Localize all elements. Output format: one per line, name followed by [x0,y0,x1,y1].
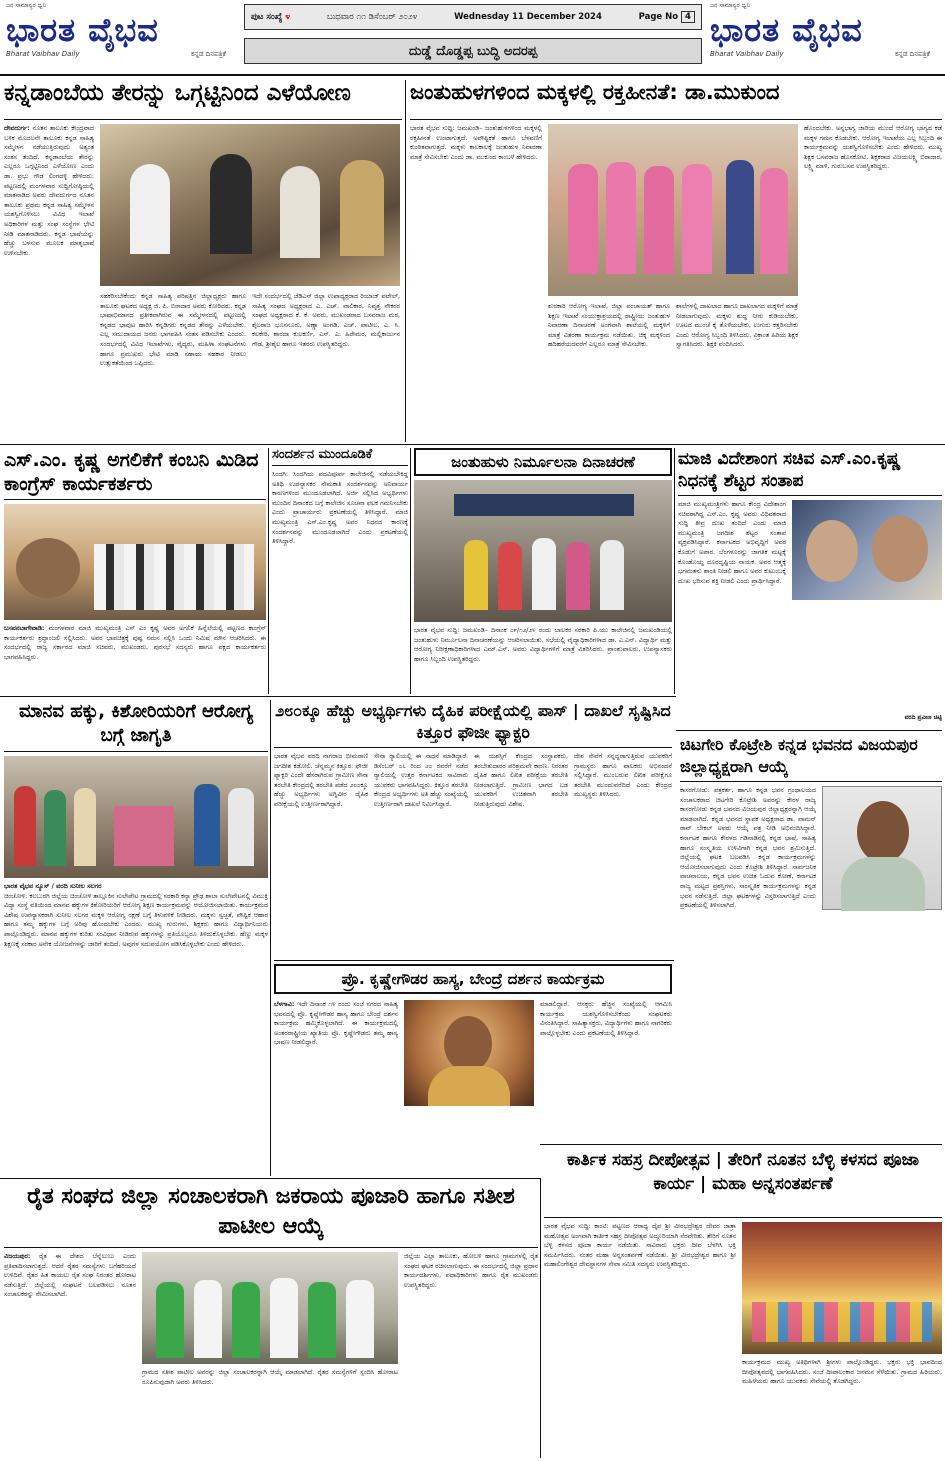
photo-farmers-group [142,1252,398,1364]
body-col2: ಮಾಡಲಿದ್ದಾರೆ. ಆಸಕ್ತರು ಹೆಚ್ಚಿನ ಸಂಖ್ಯೆಯಲ್ಲಿ ಆಗಮಿಸಿ ಕಾರ್ಯಕ್ರಮ ಯಶಸ್ವಿಗೊಳಿಸಬೇಕೆಂದು ಸಂಘಟಕರು ವಿನಂತಿಸಿದ್ದಾರೆ. ಸಾಹಿತ್ಯಾಸಕ್ತರು, ವಿದ್ಯಾರ್ಥಿಗಳು ಹಾಗೂ ನಾಗರಿಕರು ಪಾಲ್ಗೊಳ್ಳಬೇಕು ಎಂದು ಪ್ರಕಟಣೆಯಲ್ಲಿ ತಿಳಿಸಿದ್ದಾರೆ. [540,1000,672,1037]
date-kn: ಬುಧವಾರ ೧೧ ಡಿಸೆಂಬರ್ ೨೦೨೪ [326,12,418,22]
masthead-logo-left [6,2,236,72]
body: ಕಾಸರಗೋಡು: ಪತ್ರಕರ್ತ, ಹಾಗೂ ಕನ್ನಡ ಭವನ ಗ್ರಂಥಾಲಯದ ಸಂಚಾಲಕರಾದ ಚಿಟಗೇರಿ ಕೊಟ್ರೇಶಿ ಅವರನ್ನು ಕೇರಳ ರಾಜ್ಯ ಕಾಸರಗೋಡು ಕನ್ನಡ ಭವನದ ವಿಜಯಪುರ ಜಿಲ್ಲಾಧ್ಯಕ್ಷರನ್ನಾಗಿ ಆಯ್ಕೆ ಮಾಡಲಾಗಿದೆ. ಕನ್ನಡ ಭವನದ ಸ್ಥಾಪಕ ಅಧ್ಯಕ್ಷರಾದ ಡಾ. ವಾಮನ್ ರಾವ್ ಬೇಕಲ್ ಅವರು ಆಯ್ಕೆ ಪತ್ರ ನೀಡಿ ಅಭಿನಂದಿಸಿದ್ದಾರೆ. ಕರ್ನಾಟಕ ಹಾಗೂ ಕೇರಳದ ಗಡಿನಾಡಿನಲ್ಲಿ ಕನ್ನಡ ಭಾಷೆ, ಸಾಹಿತ್ಯ ಹಾಗೂ ಸಂಸ್ಕೃತಿಯ ಉಳಿವಿಗಾಗಿ ಕನ್ನಡ ಭವನ ಶ್ರಮಿಸುತ್ತಿದೆ. ಜಿಲ್ಲೆಯಲ್ಲಿ ಘಟಕ ಬಲಪಡಿಸಿ ಕನ್ನಡ ಕಾರ್ಯಕ್ರಮಗಳನ್ನು ಆಯೋಜಿಸಲಾಗುವುದು ಎಂದು ಕೊಟ್ರೇಶಿ ತಿಳಿಸಿದ್ದಾರೆ. [680,786,816,871]
body-2: ಸಾರ್ವಜನಿಕ ವಾಚನಾಲಯ, ಕನ್ನಡ ಭವನ ಉಚಿತ ಓದುವ ಕೋಣೆ, ಕರ್ನಾಟಕ ರಾಜ್ಯ ಮಟ್ಟದ ಪ್ರಶಸ್ತಿಗಳು, ಸಾಂಸ್ಕೃತಿಕ ಕಾರ್ಯಕ್ರಮಗಳನ್ನು ಕನ್ನಡ ಭವನ ನಡೆಸುತ್ತಿದೆ. ಜಿಲ್ಲಾ ಘಟಕಗಳನ್ನು ವಿಸ್ತರಿಸಲಾಗುತ್ತಿದೆ ಎಂದು ಪ್ರಕಟಣೆಯಲ್ಲಿ ತಿಳಿಸಲಾಗಿದೆ. [680,862,816,910]
article-col3 [252,292,400,442]
article-col2 [100,292,246,442]
section-rule [0,1178,540,1179]
page-no-block [639,12,695,22]
section-rule [0,444,945,445]
body-col1: ಭಾರತ ವೈಭವ ಸುದ್ದಿ: ಜಮಖಂಡಿ– ಜಂತುಹುಳಗಳಿಂದ ಮಕ್ಕಳಲ್ಲಿ ರಕ್ತಹೀನತೆ ಉಂಟಾಗುತ್ತದೆ. ಅಪೌಷ್ಟಿಕತೆ ಹಾಗೂ ಬೆಳವಣಿಗೆ ಕುಂಠಿತವಾಗುತ್ತದೆ. ಮಕ್ಕಳು ಕಾಲಕಾಲಕ್ಕೆ ಜಂತುಹುಳ ನಿವಾರಣಾ ಮಾತ್ರೆ ಸೇವಿಸಬೇಕು ಎಂದು ಡಾ. ಮುಕುಂದ ಕಾಂಬಳೆ ಹೇಳಿದರು. [410,124,542,161]
article-col2 [804,124,942,442]
body-col3: ಈ ಯಶಸ್ಸಿಗೆ ಕೇಂದ್ರದ ಸಂಸ್ಥಾಪಕರು, ತರಬೇತುದಾರರ ಪರಿಶ್ರಮವೇ ಕಾರಣ. ನಿರಂತರ ದೈಹಿಕ ಹಾಗೂ ಲಿಖಿತ ಪರೀಕ್ಷೆಯ ತರಬೇತಿ ನೀಡಲಾಗುತ್ತಿದೆ. ಗ್ರಾಮೀಣ ಭಾಗದ ಬಡ ಯುವಕರಿಗೆ ಉಚಿತವಾಗಿ ತರಬೇತಿ ನೀಡುತ್ತಿರುವುದು ವಿಶೇಷ. [474,752,568,808]
logo-text-right: ಭಾರತ ವೈಭವ [710,11,863,49]
photo-festival-crowd [742,1222,942,1354]
article-col3 [474,752,568,958]
headline: ಸಂದರ್ಶನ ಮುಂದೂಡಿಕೆ [272,448,408,466]
column-divider [268,448,269,694]
headline: ಜಂತುಹುಳು ನಿರ್ಮೂಲನಾ ದಿನಾಚರಣೆ [414,448,672,476]
body-col4: ದೇಶ ಸೇವೆಗೆ ಸನ್ನದ್ಧರಾಗುತ್ತಿರುವ ಯುವಕರಿಗೆ ಗ್ರಾಮಸ್ಥರು ಹಾಗೂ ಪಾಲಕರು ಅಭಿನಂದನೆ ಸಲ್ಲಿಸಿದ್ದಾರೆ. ಮುಂಬರುವ ಲಿಖಿತ ಪರೀಕ್ಷೆಗೂ ತರಬೇತಿ ಮುಂದುವರೆದಿದೆ ಎಂದು ಕೇಂದ್ರದ ಮುಖ್ಯಸ್ಥರು ತಿಳಿಸಿದರು. [574,752,672,799]
headline: ೨೮೦ಕ್ಕೂ ಹೆಚ್ಚು ಅಭ್ಯರ್ಥಿಗಳು ದೈಹಿಕ ಪರೀಕ್ಷೆಯಲ್ಲಿ ಪಾಸ್ | ದಾಖಲೆ ಸೃಷ್ಟಿಸಿದ ಕಿತ್ತೂರ ಫೌಜೀ ಫ್ಯಾಕ್ಟರಿ [274,700,672,748]
article-raitha-sangha [4,1182,538,1458]
dateline: ಬೆಳಗಾವಿ: [274,1000,295,1008]
section-rule [540,1144,942,1145]
article-interview-postponed [272,448,408,694]
page-no-value: 4 [681,11,695,23]
tagline-bottom: Bharat Vaibhav Daily [6,50,80,58]
article-col2 [374,752,468,958]
pages-value: ೪ [285,12,291,22]
date-en: Wednesday 11 December 2024 [454,12,602,22]
logo-subline [6,50,226,59]
dateline: ಬಸವನಬಾಗೇವಾಡಿ: [4,624,45,632]
article-col1 [410,124,542,442]
reporter-credit: ವರದಿ ಪ್ರವೀಣ ಚಿಟ್ಟಿ [904,714,942,721]
masthead-info-bar [244,4,702,68]
photo-portrait-kottreshi [822,786,942,910]
body-col3: ಶುರಕಾರಿ ಆರೋಗ್ಯ ಇಲಾಖೆ, ಜಿಲ್ಲಾ ಪಂಚಾಯತ್ ಹಾಗೂ ಶಿಕ್ಷಣ ಇಲಾಖೆ ಸಂಯುಕ್ತಾಶ್ರಯದಲ್ಲಿ ರಾಷ್ಟ್ರೀಯ ಜಂತುಹುಳ ನಿವಾರಣಾ ದಿನಾಚರಣೆ ಅಂಗವಾಗಿ ಶಾಲೆಯಲ್ಲಿ ಮಕ್ಕಳಿಗೆ ಮಾತ್ರೆ ವಿತರಣಾ ಕಾರ್ಯಕ್ರಮ ನಡೆಯಿತು. ಚಿಕ್ಕ ಮಕ್ಕಳಿಂದ ಹದಿಹರೆಯದವರೆಗೆ ಎಲ್ಲರೂ ಮಾತ್ರೆ ಸೇವಿಸಬೇಕು. [548,302,670,349]
column-divider [674,448,675,694]
photo-college-students [414,480,672,622]
photo-portraits [792,500,942,600]
motto-bar [244,38,702,64]
headline: ಜಂತುಹುಳಗಳಿಂದ ಮಕ್ಕಳಲ್ಲಿ ರಕ್ತಹೀನತೆ: ಡಾ.ಮುಕುಂದ [410,80,942,120]
article-human-rights [4,700,268,1176]
page-no-label: Page No [638,12,679,22]
article-deworming-anemia [410,80,942,442]
article-col1 [274,1000,398,1176]
dateline: ದೇವದುರ್ಗ: [4,124,30,132]
body: ಭಾರತ ವೈಭವ ಸುದ್ದಿ: ಕಾಂಟಿ: ಪಟ್ಟಣದ ಆರಾಧ್ಯ ದೈವ ಶ್ರೀ ವೀರಭದ್ರೇಶ್ವರ ದೇವರ ಜಾತ್ರಾ ಮಹೋತ್ಸವ ಅಂಗವಾಗಿ ಕಾರ್ತಿಕ ಸಹಸ್ರ ದೀಪೋತ್ಸವ ಅದ್ದೂರಿಯಾಗಿ ನೆರವೇರಿತು. ತೇರಿಗೆ ನೂತನ ಬೆಳ್ಳಿ ಕಳಸದ ಪೂಜಾ ಕಾರ್ಯ ನಡೆಯಿತು. ಸಾವಿರಾರು ಭಕ್ತರು ದೀಪ ಬೆಳಗಿಸಿ ಭಕ್ತಿ ಸಮರ್ಪಿಸಿದರು. ನಂತರ ಮಹಾ ಅನ್ನಸಂತರ್ಪಣೆ ನಡೆಯಿತು. ಶ್ರೀ ವೀರಭದ್ರೇಶ್ವರ ಹಾಗೂ ಶ್ರೀ ಮಹಾಲಿಂಗೇಶ್ವರ ದೇವಸ್ಥಾನಗಳ ಸೇವಾ ಸಮಿತಿ ಸದಸ್ಯರು ಉಪಸ್ಥಿತರಿದ್ದರು. [544,1222,736,1269]
photo-meeting [100,124,400,286]
body-col2: ಗ್ರಾಮದ ಸತೀಶ ಪಾಟೀಲ ಅವರನ್ನು ಜಿಲ್ಲಾ ಸಂಚಾಲಕರನ್ನಾಗಿ ಆಯ್ಕೆ ಮಾಡಲಾಗಿದೆ. ರೈತರ ಸಮಸ್ಯೆಗಳಿಗೆ ಸ್ಪಂದಿಸಿ ಹೋರಾಟ ರೂಪಿಸುವುದಾಗಿ ಅವರು ತಿಳಿಸಿದರು. [142,1368,398,1386]
column-divider [405,80,406,442]
body-col2: ಸೇನಾ ರ‍್ಯಾಲಿಯಲ್ಲಿ ಈ ಸಾಧನೆ ಮಾಡಿದ್ದಾರೆ. ಡಿಸೆಂಬರ್ ೦೬ ರಿಂದ ೨೦ ರವರೆಗೆ ನಡೆದ ರ‍್ಯಾಲಿಯಲ್ಲಿ ಉತ್ತರ ಕರ್ನಾಟಕದ ಸಾವಿರಾರು ಯುವಕರು ಭಾಗವಹಿಸಿದ್ದರು. ಕಿತ್ತೂರ ತರಬೇತಿ ಕೇಂದ್ರದ ಅಭ್ಯರ್ಥಿಗಳು ಅತಿ ಹೆಚ್ಚು ಸಂಖ್ಯೆಯಲ್ಲಿ ಉತ್ತೀರ್ಣರಾಗಿ ದಾಖಲೆ ನಿರ್ಮಿಸಿದ್ದಾರೆ. [374,752,468,808]
photo-caption [742,1358,942,1458]
logo-subline-right [710,50,930,59]
article-fauji-factory [274,700,672,958]
headline: ಮಾಜಿ ವಿದೇಶಾಂಗ ಸಚಿವ ಎಸ್.ಎಂ.ಕೃಷ್ಣ ನಿಧನಕ್ಕೆ ಶೆಟ್ಟರ ಸಂತಾಪ [678,448,942,496]
headline: ರೈತ ಸಂಘದ ಜಿಲ್ಲಾ ಸಂಚಾಲಕರಾಗಿ ಜಕರಾಯ ಪೂಜಾರಿ ಹಾಗೂ ಸತೀಶ ಪಾಟೀಲ ಆಯ್ಕೆ [4,1182,538,1248]
photo-tribute-gathering [4,504,266,620]
article-deepotsava [544,1148,942,1458]
body-col1: ಭಾರತ ವೈಭವ ವರದಿ ನಾಗರಾಜ ಭೀಮರಾಣಿ ಜಗದೀಶ ಕಡೋಲಿ. ಚೆನ್ನಮ್ಮನ ಕಿತ್ತೂರ: ಫೌಜೀ ಫ್ಯಾಕ್ಟರಿ ಎಂದೇ ಹೆಸರಾಗಿರುವ ಗ್ರಾಮೀಣ ಸೇನಾ ತರಬೇತಿ ಕೇಂದ್ರದಲ್ಲಿ ತರಬೇತಿ ಪಡೆದ ೨೮೦ಕ್ಕೂ ಹೆಚ್ಚು ಅಭ್ಯರ್ಥಿಗಳು ಅಗ್ನಿವೀರ ದೈಹಿಕ ಪರೀಕ್ಷೆಯಲ್ಲಿ ಉತ್ತೀರ್ಣರಾಗಿದ್ದಾರೆ. [274,752,368,808]
body-2: ಮಾಜಿ ಮುಖ್ಯಮಂತ್ರಿ ಎಸ್.ಎಂ.ಕೃಷ್ಣ ಅವರ ನಿಧನದ ಕಾರಣಕ್ಕೆ ಸಂದರ್ಶನವನ್ನು ಮುಂದೂಡಲಾಗಿದೆ ಎಂದು ಪ್ರಕಟಣೆಯಲ್ಲಿ ತಿಳಿಸಿದ್ದಾರೆ. [272,508,408,546]
body: ಮಂಗಳವಾರ ಮಾಜಿ ಮುಖ್ಯಮಂತ್ರಿ ಎಸ್ ಎಂ ಕೃಷ್ಣ ಅವರ ಅಗಲಿಕೆ ಹಿನ್ನೆಲೆಯಲ್ಲಿ ಪಟ್ಟಣದ ಕಾಂಗ್ರೆಸ್ ಕಾರ್ಯಕರ್ತರು ಶ್ರದ್ಧಾಂಜಲಿ ಸಲ್ಲಿಸಿದರು. ಅವರ ಭಾವಚಿತ್ರಕ್ಕೆ ಪುಷ್ಪ ನಮನ ಸಲ್ಲಿಸಿ ಒಂದು ನಿಮಿಷ ಮೌನ ಆಚರಿಸಿದರು. ಈ ಸಂದರ್ಭದಲ್ಲಿ ರಾಜ್ಯ ಸರ್ಕಾರದ ಮಾಜಿ ಸಚಿವರು, ಮುಖಂಡರು, ಪುರಸಭೆ ಸದಸ್ಯರು ಹಾಗೂ ಪಕ್ಷದ ಕಾರ್ಯಕರ್ತರು ಭಾಗವಹಿಸಿದ್ದರು. [4,624,266,661]
photo-speaker [404,1000,534,1106]
body: ಸಿಂದಗಿ: ಸಿಂದಗಿಯ ಪದವಿಪೂರ್ವ ಕಾಲೇಜಿನಲ್ಲಿ ನಡೆಯಬೇಕಿದ್ದ ಅತಿಥಿ ಉಪನ್ಯಾಸಕರ ನೇಮಕಾತಿ ಸಂದರ್ಶನವನ್ನು ಅನಿವಾರ್ಯ ಕಾರಣಗಳಿಂದ ಮುಂದೂಡಲಾಗಿದೆ. ಅರ್ಜಿ ಸಲ್ಲಿಸಿದ ಅಭ್ಯರ್ಥಿಗಳು ಮುಂದಿನ ದಿನಾಂಕದ ಬಗ್ಗೆ ಕಾಲೇಜಿನ ಸೂಚನಾ ಫಲಕ ಗಮನಿಸಬೇಕು ಎಂದು ಪ್ರಾಚಾರ್ಯರು ಪ್ರಕಟಣೆಯಲ್ಲಿ ತಿಳಿಸಿದ್ದಾರೆ. [272,470,408,517]
headline: ಚಿಟಗೇರಿ ಕೊಟ್ರೇಶಿ ಕನ್ನಡ ಭವನದ ವಿಜಯಪುರ ಜಿಲ್ಲಾಧ್ಯಕ್ಷರಾಗಿ ಆಯ್ಕೆ [680,734,942,782]
section-rule [676,730,942,731]
article-col1 [4,1252,136,1458]
photo-students-session [4,756,268,878]
dateline: ಭಾರತ ವೈಭವ ನ್ಯೂಸ್ / ವರದಿ ಸುನೀಲ ಸಲಗರ [4,882,102,890]
masthead [0,0,945,72]
section-rule [274,960,674,961]
headline: ಕಾರ್ತಿಕ ಸಹಸ್ರ ದೀಪೋತ್ಸವ | ತೇರಿಗೆ ನೂತನ ಬೆಳ್ಳಿ ಕಳಸದ ಪೂಜಾ ಕಾರ್ಯ | ಮಹಾ ಅನ್ನಸಂತರ್ಪಣೆ [544,1148,942,1218]
body: ಚಿಂಚೋಳಿ: ಕಲಬುರಗಿ ಜಿಲ್ಲೆಯ ಚಿಂಚೋಳಿ ತಾಲ್ಲೂಕಿನ ಸುಲೇಪೇಟ ಗ್ರಾಮದಲ್ಲಿ ಸರಕಾರಿ ಕನ್ಯಾ ಪ್ರೌಢ ಶಾಲಾ ಸುಲೇಪೇಟನಲ್ಲಿ ವಿಮುಕ್ತಿ ವಿದ್ಯಾ ಸಂಸ್ಥೆ ವತಿಯಿಂದ ಮಾನವ ಹಕ್ಕುಗಳ ಕಿಶೋರಿಯರಿಗೆ ಆರೋಗ್ಯ ಶಿಕ್ಷಣ ಕಾರ್ಯಕ್ರಮವನ್ನು ಆಯೋಜಿಸಲಾಯಿತು. ಕಾರ್ಯಕ್ರಮದ ವಿಶೇಷ ಉಪನ್ಯಾಸಕರಾಗಿ ಸುನೀಲ ಸಲಗರ ಮಕ್ಕಳ ಆರೋಗ್ಯ ರಕ್ಷಣೆ ಬಗ್ಗೆ ತಿಳುವಳಿಕೆ ನೀಡಿದರು. ಮಕ್ಕಳು ಸ್ವಚ್ಛತೆ, ಪೌಷ್ಟಿಕ ಆಹಾರ ಹಾಗೂ ತಮ್ಮ ಹಕ್ಕುಗಳ ಬಗ್ಗೆ ಅರಿವು ಹೊಂದಬೇಕು ಎಂದರು. ಮುಖ್ಯ ಗುರುಗಳು, ಶಿಕ್ಷಕರು ಹಾಗೂ ವಿದ್ಯಾರ್ಥಿನಿಯರು ಪಾಲ್ಗೊಂಡಿದ್ದರು. ಮಾನವ ಹಕ್ಕುಗಳ ಕುರಿತು ಸಂವಿಧಾನ ನೀಡಿರುವ ಹಕ್ಕುಗಳನ್ನು ಪ್ರತಿಯೊಬ್ಬರೂ ತಿಳಿದುಕೊಳ್ಳಬೇಕು. ಹೆಣ್ಣು ಮಕ್ಕಳ ಶಿಕ್ಷಣಕ್ಕೆ ಸರಕಾರ ಅನೇಕ ಯೋಜನೆಗಳನ್ನು ಜಾರಿಗೆ ತಂದಿದೆ, ಅವುಗಳ ಸದುಪಯೋಗ ಪಡಿಸಿಕೊಳ್ಳಬೇಕು ಎಂದು ಹೇಳಿದರು. [4,891,268,948]
body: ಮಾಜಿ ಮುಖ್ಯಮಂತ್ರಿಗಳು ಹಾಗೂ ಕೇಂದ್ರ ವಿದೇಶಾಂಗ ಸಚಿವರಾಗಿದ್ದ ಎಸ್.ಎಂ. ಕೃಷ್ಣ ಅವರು ವಿಧಿವಶರಾದ ಸುದ್ದಿ ತೀವ್ರ ದುಃಖ ತಂದಿದೆ ಎಂದು ಮಾಜಿ ಮುಖ್ಯಮಂತ್ರಿ ಜಗದೀಶ ಶೆಟ್ಟರ ಸಂತಾಪ ವ್ಯಕ್ತಪಡಿಸಿದ್ದಾರೆ. ಕರ್ನಾಟಕದ ಅಭಿವೃದ್ಧಿಗೆ ಅವರ ಕೊಡುಗೆ ಅಪಾರ. ಬೆಂಗಳೂರನ್ನು ಜಾಗತಿಕ ಮಟ್ಟಕ್ಕೆ ಕೊಂಡೊಯ್ದ ದೂರದೃಷ್ಟಿಯ ನಾಯಕ. ಅವರ ಆತ್ಮಕ್ಕೆ ಭಗವಂತನು ಶಾಂತಿ ನೀಡಲಿ ಹಾಗೂ ಅವರ ಕುಟುಂಬಕ್ಕೆ ದುಃಖ ಭರಿಸುವ ಶಕ್ತಿ ನೀಡಲಿ ಎಂದು ಪ್ರಾರ್ಥಿಸಿದ್ದಾರೆ. [678,500,786,585]
headline: ಎಸ್.ಎಂ. ಕೃಷ್ಣ ಅಗಲಿಕೆಗೆ ಕಂಬನಿ ಮಿಡಿದ ಕಾಂಗ್ರೆಸ್ ಕಾರ್ಯಕರ್ತರು [4,448,266,500]
masthead-logo-right [710,2,940,72]
article-col1 [274,752,368,958]
body-col1: ರೈತ ಈ ದೇಶದ ಬೆನ್ನೆಲುಬು ಎಂದು ಪ್ರತಿಪಾದಿಸಲಾಗುತ್ತದೆ. ಆದರೆ ರೈತರ ಸಮಸ್ಯೆಗಳು ಬಗೆಹರಿಯದೆ ಉಳಿದಿವೆ. ರೈತರ ಹಿತ ಕಾಯಲು ರೈತ ಸಂಘ ನಿರಂತರ ಹೋರಾಟ ನಡೆಸುತ್ತಿದೆ. ಜಿಲ್ಲೆಯಲ್ಲಿ ಸಂಘಟನೆ ಬಲಪಡಿಸಲು ನೂತನ ಸಂಚಾಲಕರನ್ನು ನೇಮಿಸಲಾಗಿದೆ. [4,1252,136,1299]
body-col2: ಸಹಕರಿಸಬೇಕೆಂದು ಕನ್ನಡ ಸಾಹಿತ್ಯ ಪರಿಷತ್ತಿನ ಜಿಲ್ಲಾಧ್ಯಕ್ಷರು ಹಾಗೂ ತಾಲೂಕು ಘಟಕದ ಅಧ್ಯಕ್ಷ ಜಿ. ಪಿ. ಬಿರಾದಾರ ಅವರು ಕೋರಿದರು. ಕನ್ನಡ ಭಾಷಾಭಿಮಾನದ ಪ್ರತೀಕವಾಗಿರುವ ಈ ಸಮ್ಮೇಳನದಲ್ಲಿ ಪಟ್ಟಣದಲ್ಲಿ ಕನ್ನಡದ ಭಾವುಟ ಹಾರಿಸಿ ಕನ್ನಡಿಗರು ಕನ್ನಡದ ತೇರನ್ನು ಎಳೆಯಬೇಕು. ಎಲ್ಲ ಸಮುದಾಯದ ಜನರು ಭಾಗವಹಿಸಿ ಸಂತಸ ಪಡಿಸಬೇಕು ಎಂದರು. ಸಂದರ್ಭದಲ್ಲಿ ವಿವಿಧ ಇಲಾಖೆಗಳು, ವೈದ್ಯರು, ಮಹಿಳಾ ಸಂಘಟನೆಗಳು ಹಾಗೂ ಪ್ರಮುಖರು ಭೇಟಿ ಮಾಡಿ ಸಹಾಯ ಸಹಕಾರ ನೀಡಲು ಉತ್ಸುಕತೆಯಿಂದ ಒಪ್ಪಿದರು. [100,292,246,368]
headline: ಮಾನವ ಹಕ್ಕು, ಕಿಶೋರಿಯರಿಗೆ ಆರೋಗ್ಯ ಬಗ್ಗೆ ಜಾಗೃತಿ [4,700,268,752]
article-deworming-day [414,448,672,694]
article-body [544,1222,736,1458]
article-kannada-bhavana [680,734,942,1142]
article-body [680,786,942,1142]
article-col2 [142,1368,398,1458]
article-smk-tribute [4,448,266,694]
body-col1: ನೂತನ ತಾಲೂಕು ಕೇಂದ್ರವಾದ ಬಳಿಕ ಮೊದಲನೇ ತಾಲೂಕು ಕನ್ನಡ ಸಾಹಿತ್ಯ ಸಮ್ಮೇಳನ ನಡೆಯುತ್ತಿರುವುದು ಅತ್ಯಂತ ಸಂತಸ ತಂದಿದೆ. ಕನ್ನಡಾಂಬೆಯ ತೇರನ್ನು ಎಲ್ಲರೂ ಒಗ್ಗಟ್ಟಿನಿಂದ ಎಳೆಯೋಣ ಎಂದು ಡಾ. ಪ್ರಭು ಗೌಡ ಲಿಂಗದಳ್ಳಿ ಹೇಳಿದರು. ಪಟ್ಟಣದಲ್ಲಿ ಮಂಗಳವಾರ ಸುದ್ದಿಗೋಷ್ಠಿಯಲ್ಲಿ ಮಾತನಾಡಿದ ಅವರು ದೇವದುರ್ಗದ ನೂತನ ತಾಲೂಕು ಪ್ರಥಮ ಕನ್ನಡ ಸಾಹಿತ್ಯ ಸಮ್ಮೇಳನ ಯಶಸ್ವಿಗೊಳಿಸಲು ವಿವಿಧ ಇಲಾಖೆ ಅಧಿಕಾರಿಗಳ ಮತ್ತು ಸಂಘ ಸಂಸ್ಥೆಗಳ ಭೇಟಿ ನೀಡಿ ಮಾತನಾಡಿದರು. ಕನ್ನಡ ಭಾಷೆಯನ್ನು ಹೆಚ್ಚು ಬಳಸುವ ಮೂಲಕ ಮಾತೃಭಾಷೆ ಉಳಿಸಬೇಕು. [4,124,94,257]
column-divider [270,700,271,1176]
article-col3 [548,302,670,442]
caption: ಕಾರ್ಯಕ್ರಮದ ಮುಖ್ಯ ಅತಿಥಿಗಳಾಗಿ ಶ್ರೀಗಳು ಪಾಲ್ಗೊಂಡಿದ್ದರು. ಭಕ್ತರು ಭಕ್ತಿ ಭಾವದಿಂದ ದೀಪೋತ್ಸವದಲ್ಲಿ ಭಾಗವಹಿಸಿದರು. ಸಂಜೆ ದೀಪಾಲಂಕಾರ ಜನಮನ ಸೆಳೆಯಿತು. ಗ್ರಾಮದ ಹಿರಿಯರು, ಮಹಿಳೆಯರು ಹಾಗೂ ಯುವಕರು ಸೇವೆಯಲ್ಲಿ ತೊಡಗಿದ್ದರು. [742,1358,942,1386]
article-col4 [676,302,798,442]
body-col1: ಇದೇ ದಿನಾಂಕ ೧೪ ರಂದು ಸಂಜೆ ನಗರದ ಸಾಹಿತ್ಯ ಭವನದಲ್ಲಿ ಪ್ರೊ. ಕೃಷ್ಣೇಗೌಡರ ಹಾಸ್ಯ ಹಾಗೂ ಬೇಂದ್ರೆ ದರ್ಶನ ಕಾರ್ಯಕ್ರಮ ಹಮ್ಮಿಕೊಳ್ಳಲಾಗಿದೆ. ಈ ಕಾರ್ಯಕ್ರಮದಲ್ಲಿ ಅಂತರರಾಷ್ಟ್ರೀಯ ಖ್ಯಾತಿಯ ಪ್ರೊ. ಕೃಷ್ಣೇಗೌಡರು ತಮ್ಮ ಹಾಸ್ಯ ಭಾಷಣ ನೀಡಲಿದ್ದಾರೆ. [274,1000,398,1047]
tagline-bottom-right: Bharat Vaibhav Daily [710,50,784,58]
body-col3: ಇದೇ ಸಂದರ್ಭದಲ್ಲಿ ಜೆಡಿಎಸ್ ಜಿಲ್ಲಾ ಉಪಾಧ್ಯಕ್ಷರಾದ ರಿಯಾಜ್ ಪಟೇಲ್, ಸಾಹಿತ್ಯ ಸಂಘದ ಅಧ್ಯಕ್ಷರಾದ ಎ. ಎಚ್. ವಾಲಿಕಾರ, ನಿವೃತ್ತ ನೌಕರರ ಸಂಘದ ಅಧ್ಯಕ್ಷರಾದ ಕೆ. ಕೆ. ಅವರು, ಮುಖಂಡರಾದ ಬಸವರಾಜ ಮಠ, ಶೈಲರಾಜ ಭೂಸನೂರು, ಅಣ್ಣಾ ಅಂಗಡಿ, ಎಚ್. ಪಾಟೀಲ, ಎ. ಸಿ. ಕಲಕೇರಿ, ಶಾರದಾ ಕುಲಕರ್ಣಿ, ಎಸ್. ಎ. ಹಿರೇಮಠ, ಮಲ್ಲಿಕಾರ್ಜುನ ಗೌಡ, ಶ್ರೀಶೈಲ ಹಾಗೂ ಇತರರು ಉಪಸ್ಥಿತರಿದ್ದರು. [252,292,400,348]
body-col3: ಜಿಲ್ಲೆಯ ಎಲ್ಲಾ ತಾಲೂಕು, ಹೋಬಳಿ ಹಾಗೂ ಗ್ರಾಮಗಳಲ್ಲಿ ರೈತ ಸಂಘದ ಘಟಕ ರಚಿಸಲಾಗುವುದು. ಈ ಸಂದರ್ಭದಲ್ಲಿ ಜಿಲ್ಲಾ ಪ್ರಧಾನ ಕಾರ್ಯದರ್ಶಿಗಳು, ಪದಾಧಿಕಾರಿಗಳು ಹಾಗೂ ರೈತ ಮುಖಂಡರು ಉಪಸ್ಥಿತರಿದ್ದರು. [404,1252,538,1289]
tagline-kn: ಕನ್ನಡ ದಿನಪತ್ರಿಕೆ [190,50,226,58]
article-shettar-condolence [678,448,942,728]
tagline-top: ಜನ ಸಾಮಾನ್ಯರ ಧ್ವನಿ [6,2,46,9]
masthead-rule [0,74,945,76]
article-body [4,882,268,1176]
article-body [4,624,266,694]
photo-health-staff [548,124,798,296]
pages-block [251,12,290,22]
article-col3 [404,1252,538,1458]
motto: ದುಡ್ಡೆ ದೊಡ್ಡಪ್ಪ ಬುದ್ಧಿ ಅದರಪ್ಪ [408,43,538,59]
column-divider [410,448,411,694]
article-col1 [4,124,94,442]
article-body [678,500,942,714]
body-col4: ಶಾಲೆಗಳಲ್ಲಿ ದಾಖಲಾದ ಹಾಗೂ ದಾಖಲಾಗದ ಮಕ್ಕಳಿಗೆ ಮಾತ್ರೆ ನೀಡಲಾಗುವುದು. ಮಕ್ಕಳು ಶುದ್ಧ ನೀರು ಕುಡಿಯಬೇಕು, ಊಟದ ಮುಂಚೆ ಕೈ ತೊಳೆಯಬೇಕು, ಉಗುರು ಕತ್ತರಿಸಬೇಕು ಎಂದು ಆರೋಗ್ಯ ಸಿಬ್ಬಂದಿ ತಿಳಿಸಿದರು. ವಿಕ್ರಾಂತ ಹಿರಿಯ ಶಿಕ್ಷಕ ಸ್ವಾಗತಿಸಿದರು. ಶಿಕ್ಷಕಿ ವಂದಿಸಿದರು. [676,302,798,349]
article-body [272,470,408,694]
article-body [414,626,672,694]
headline: ಪ್ರೊ. ಕೃಷ್ಣೇಗೌಡರ ಹಾಸ್ಯ, ಬೇಂದ್ರೆ ದರ್ಶನ ಕಾರ್ಯಕ್ರಮ [274,964,672,994]
logo-text: ಭಾರತ ವೈಭವ [6,11,159,49]
pages-label: ಪುಟ ಸಂಖ್ಯೆ [251,12,283,22]
article-kannadambe [4,80,402,442]
tagline-kn-right: ಕನ್ನಡ ದಿನಪತ್ರಿಕೆ [894,50,930,58]
tagline-top-right: ಜನ ಸಾಮಾನ್ಯರ ಧ್ವನಿ [710,2,750,9]
body: ಭಾರತ ವೈಭವ ಸುದ್ದಿ: ಜಮಖಂಡಿ– ದಿನಾಂಕ ೦೯/೧೨/೨೪ ರಂದು ಬಾಲಕರ ಸರಕಾರಿ ಪಿ.ಯು ಕಾಲೇಜಿನಲ್ಲಿ ಜಮಖಂಡಿಯಲ್ಲಿ ಜಂತುಹುಳು ನಿರ್ಮೂಲನಾ ದಿನಾಚರಣೆಯನ್ನು ಆಚರಿಸಲಾಯಿತು. ಸಭೆಯಲ್ಲಿ ವೈದ್ಯಾಧಿಕಾರಿಗಳಾದ ಡಾ. ಎ.ಎನ್. ವಿದ್ಯಾರ್ಥಿ ಮತ್ತು ಆರೋಗ್ಯ ನಿರೀಕ್ಷಣಾಧಿಕಾರಿಗಳಾದ ಎಮ್.ಎಸ್. ಅವರು ವಿದ್ಯಾರ್ಥಿಗಳಿಗೆ ಮಾತ್ರೆ ವಿತರಿಸಿದರು. ಪ್ರಾಂಶುಪಾಲರು, ಉಪನ್ಯಾಸಕರು ಹಾಗೂ ಸಿಬ್ಬಂದಿ ಉಪಸ್ಥಿತರಿದ್ದರು. [414,626,672,663]
column-divider [540,1178,541,1458]
dateline: ವಿಜಯಪುರ: [4,1252,31,1260]
headline: ಕನ್ನಡಾಂಬೆಯ ತೇರನ್ನು ಒಗ್ಗಟ್ಟಿನಿಂದ ಎಳೆಯೋಣ [4,80,402,120]
date-bar [244,4,702,30]
body-col2: ಹೊಂದಬೇಕು. ಅನ್ನಭಾಗ್ಯ ಜಾರಿಯ ಮುಂದೆ ಆರೋಗ್ಯ ಭಾಗ್ಯದ ಕಡೆ ಮಕ್ಕಳ ಗಮನ ಕೊಡಬೇಕು. ಆರೋಗ್ಯ ಇಲಾಖೆಯ ಎಲ್ಲ ಸಿಬ್ಬಂದಿ ಈ ಕಾರ್ಯಕ್ರಮವನ್ನು ಯಶಸ್ವಿಗೊಳಿಸಬೇಕು ಎಂದು ಹೇಳಿದರು. ಮುಖ್ಯ ಶಿಕ್ಷಕ ಬಸವರಾಜ ಹೊಸಕೋಟಿ, ಶಿಕ್ಷಕರಾದ ವಿಜಯಲಕ್ಷ್ಮಿ ಬಿರಾದಾರ, ಲಕ್ಷ್ಮಿ ಮಾಳಿ, ಗುರುಬಸವ ಉಪಸ್ಥಿತರಿದ್ದರು. [804,124,942,171]
section-rule [0,696,676,697]
article-col4 [574,752,672,958]
